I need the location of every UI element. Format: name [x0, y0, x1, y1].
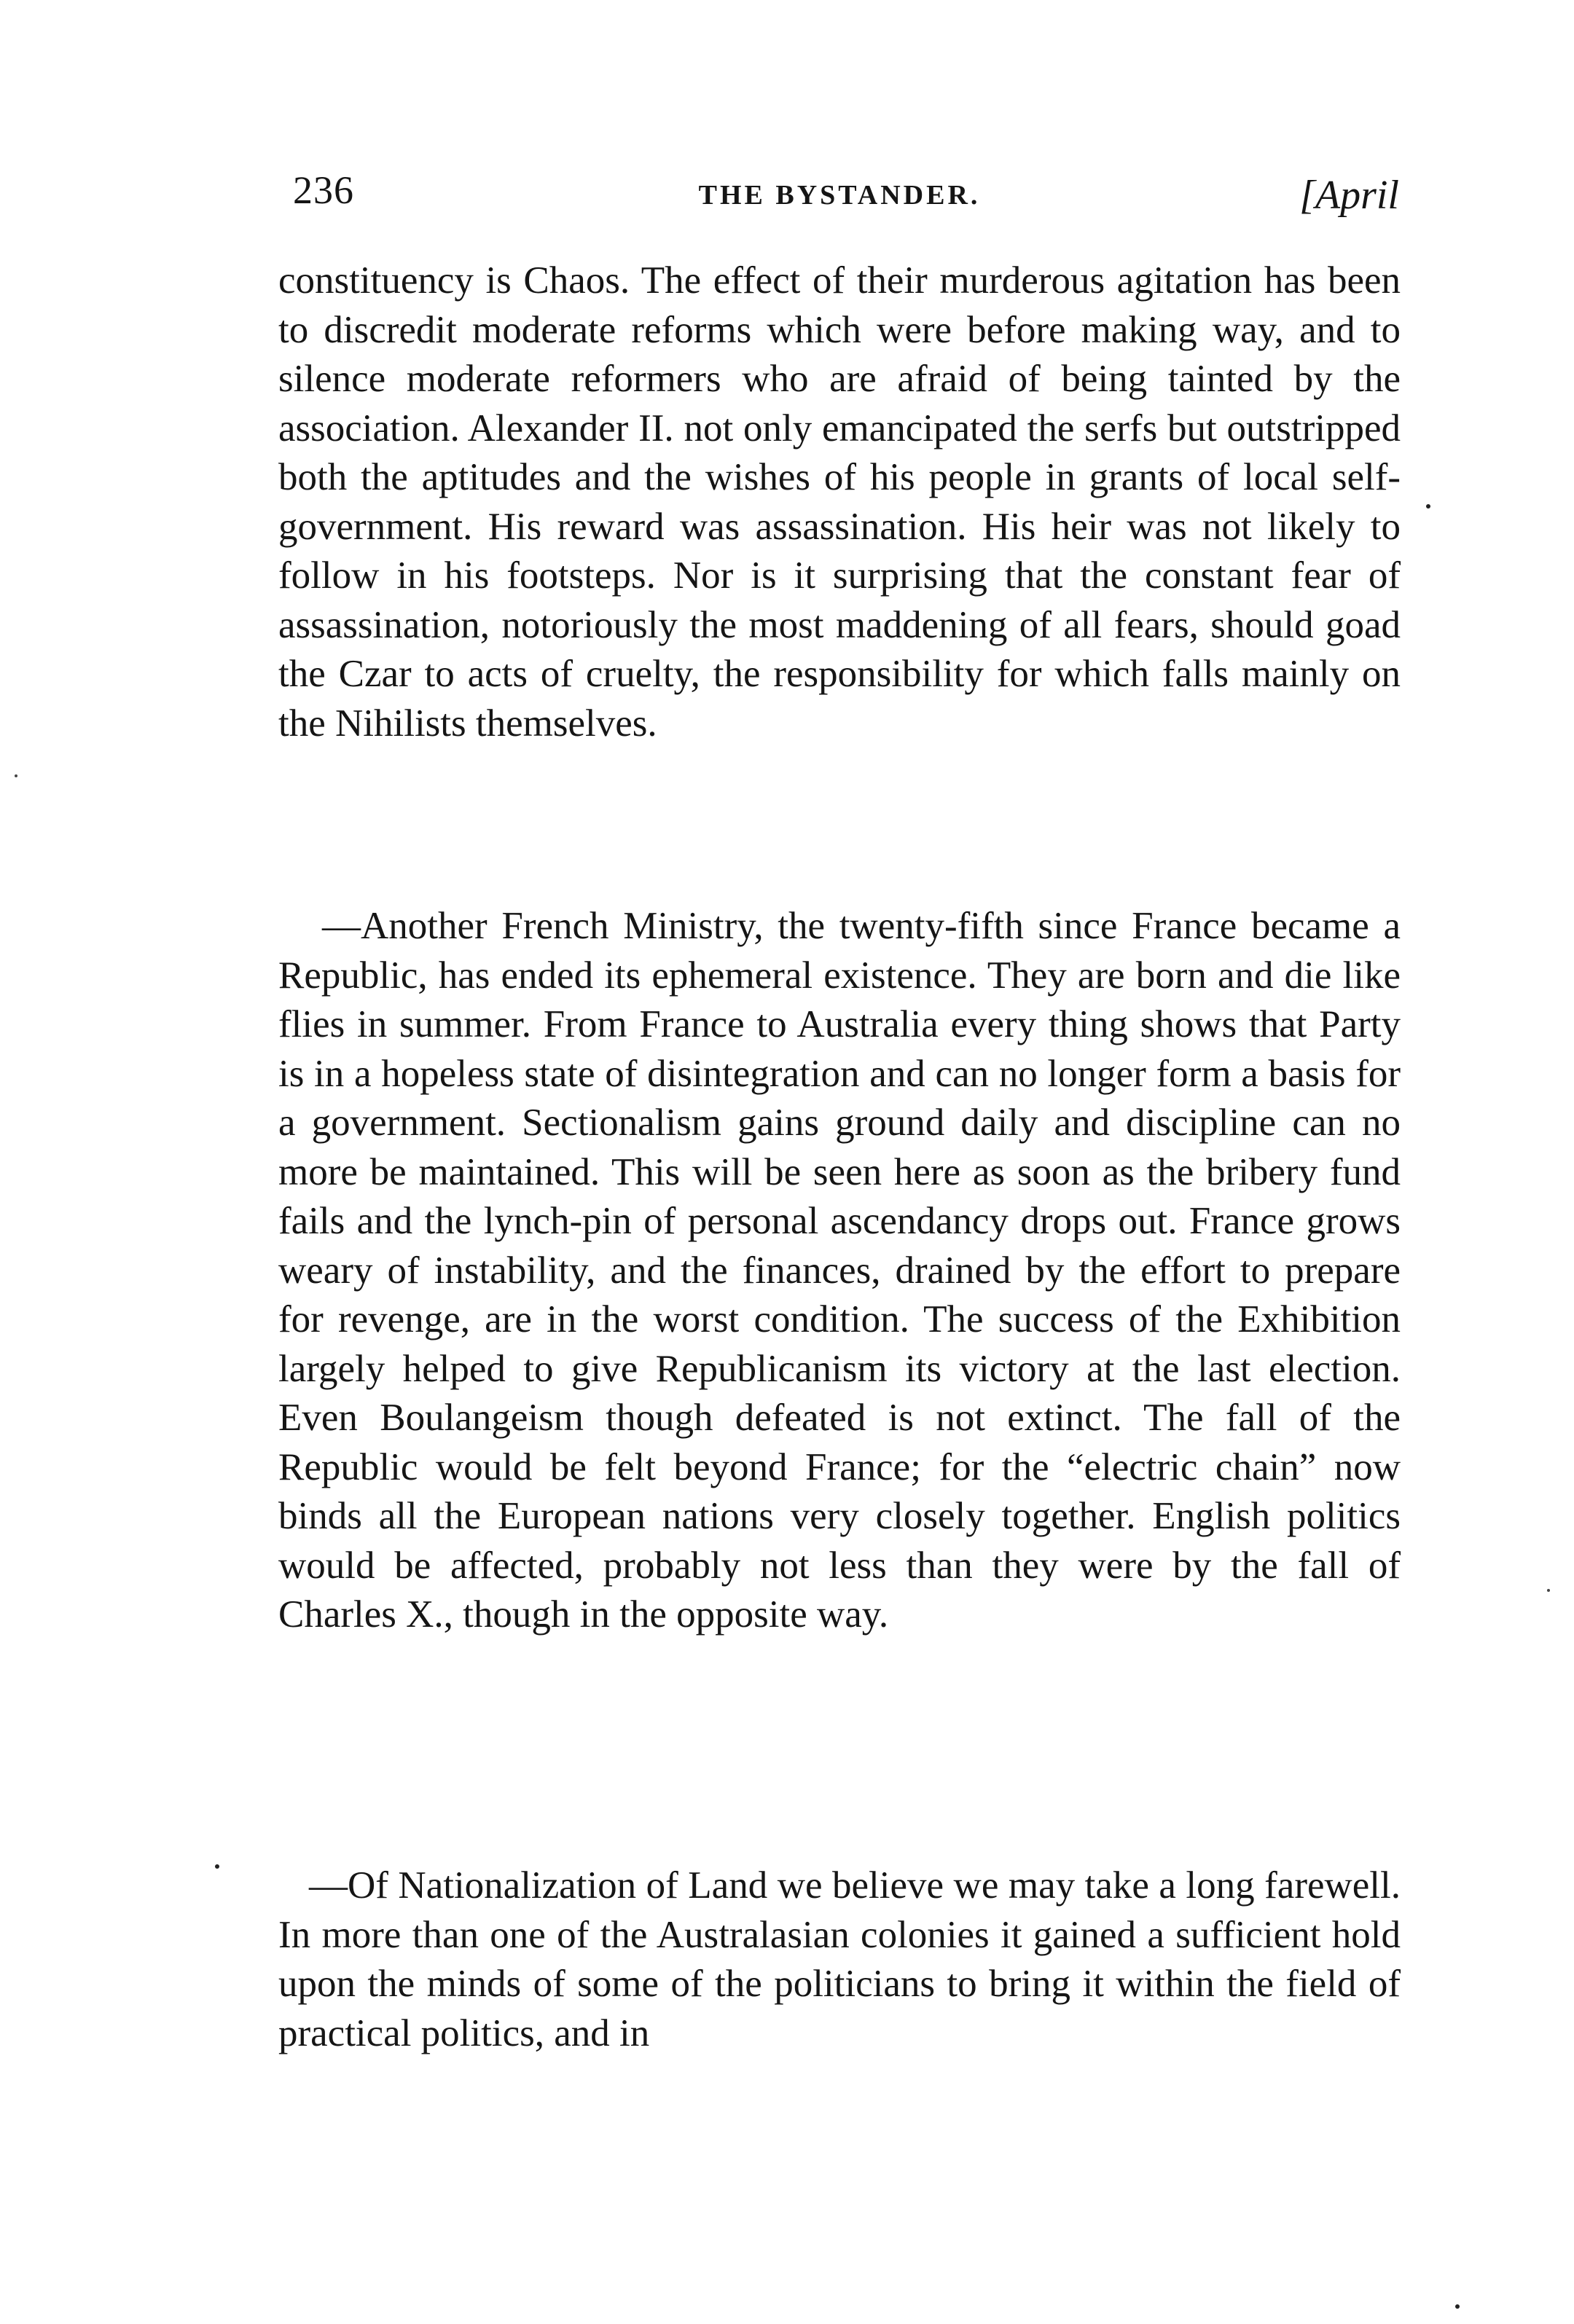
- scan-dot: [1455, 2304, 1460, 2309]
- paragraph-land-nationalization: —Of Nationalization of Land we believe we may take a long farewell. In more than one of the Australasian colonies it gained a sufficient hold upon the minds of some of the politicians to bring it within the field of practical politics, and in: [278, 1864, 1401, 2054]
- month-label: [April: [1299, 173, 1399, 218]
- page-number: 236: [293, 168, 354, 212]
- scan-dot: [1547, 1589, 1550, 1592]
- scan-dot: [215, 1864, 219, 1869]
- scan-dot: [15, 774, 17, 777]
- journal-title: THE BYSTANDER.: [698, 180, 981, 211]
- running-head: [280, 159, 1399, 224]
- paragraph-nihilists: constituency is Chaos. The effect of their murderous agitation has been to discredit moderate reforms which were before making way, and to silence moderate reformers who are afraid of being tainted by the association. Alexander II. not only emancipated the serfs but outstripped both the aptitudes and the wishes of his people in grants of local self-government. His reward was assassination. His heir was not likely to follow in his footsteps. Nor is it surprising that the constant fear of assassination, notoriously the most maddening of all fears, should goad the Czar to acts of cruelty, the responsibility for which falls mainly on the Nihilists themselves.: [278, 259, 1401, 745]
- paragraph-french-ministry: —Another French Ministry, the twenty-fifth since France became a Republic, has ended its ephemeral existence. They are born and die like flies in summer. From France to Australia every thing shows that Party is in a hopeless state of disintegration and can no longer form a basis for a government. Sectionalism gains ground daily and discipline can no more be maintained. This will be seen here as soon as the bribery fund fails and the lynch-pin of personal ascendancy drops out. France grows weary of instability, and the finances, drained by the effort to prepare for revenge, are in the worst condition. The success of the Exhibition largely helped to give Republicanism its victory at the last election. Even Boulangeism though defeated is not extinct. The fall of the Republic would be felt beyond France; for the “electric chain” now binds all the European nations very closely together. English politics would be affected, probably not less than they were by the fall of Charles X., though in the opposite way.: [278, 905, 1401, 1636]
- scan-dot: [1426, 504, 1430, 509]
